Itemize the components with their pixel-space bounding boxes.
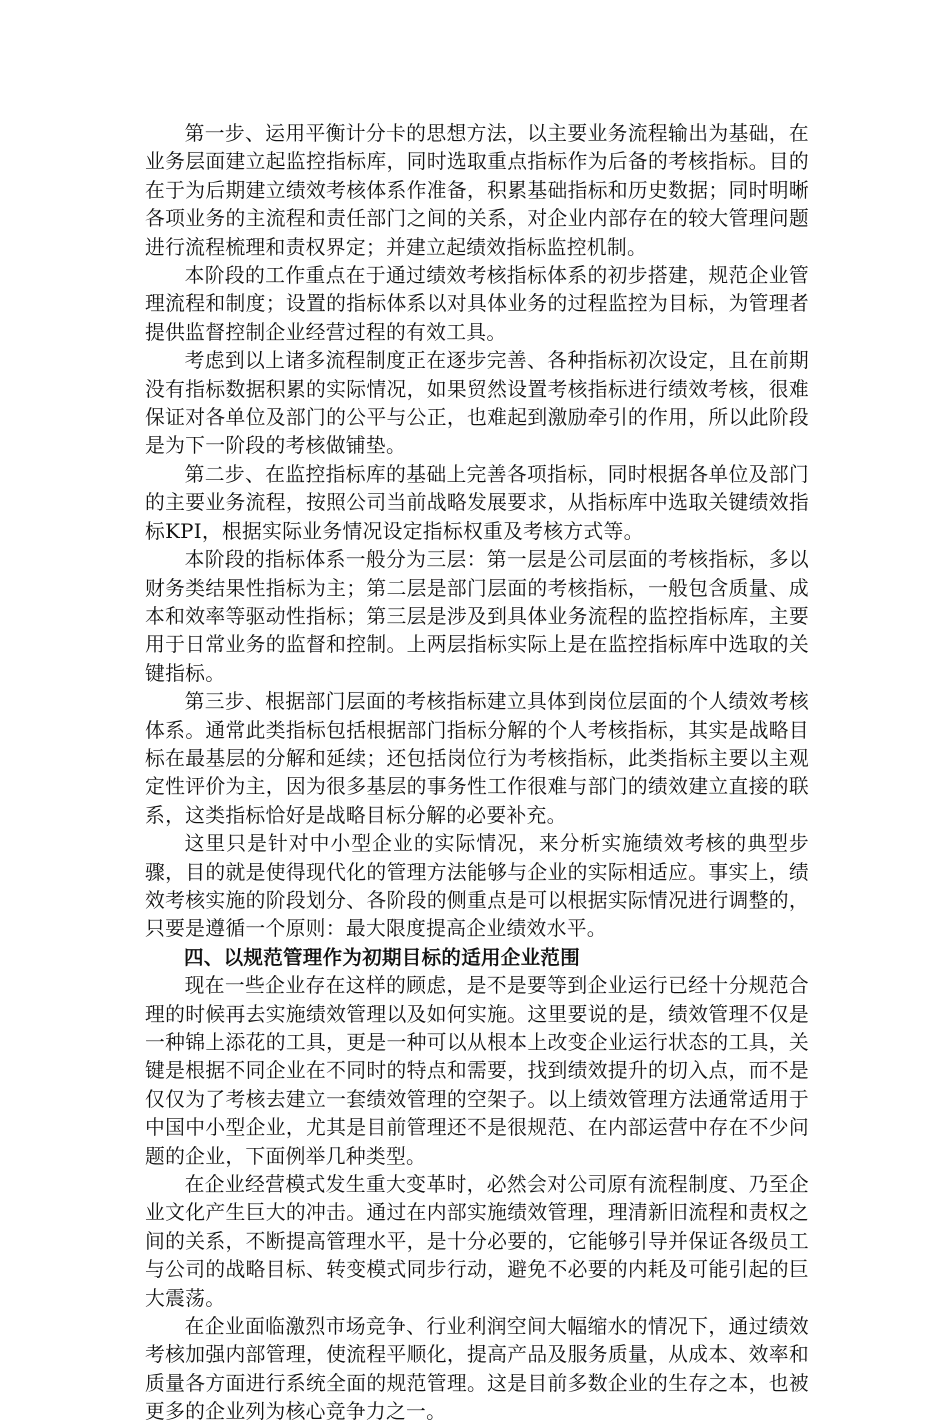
paragraph-indicator-layers: 本阶段的指标体系一般分为三层：第一层是公司层面的考核指标，多以财务类结果性指标为主；第二层是部门层面的考核指标，一般包含质量、成本和效率等驱动性指标；第三层是涉及到具体业务流程的监控指标库，主要用于日常业务的监督和控制。上两层指标实际上是在监控指标库中选取的关键指标。 — [145, 548, 809, 685]
section-heading: 四、以规范管理作为初期目标的适用企业范围 — [184, 945, 581, 969]
paragraph-summary: 这里只是针对中小型企业的实际情况，来分析实施绩效考核的典型步骤，目的就是使得现代化的管理方法能够与企业的实际相适应。事实上，绩效考核实施的阶段划分、各阶段的侧重点是可以根据实际情况进行调整的，只要是遵循一个原则：最大限度提高企业绩效水平。 — [145, 832, 809, 941]
paragraph-step-one: 第一步、运用平衡计分卡的思想方法，以主要业务流程输出为基础，在业务层面建立起监控指标库，同时选取重点指标作为后备的考核指标。目的在于为后期建立绩效考核体系作准备，积累基础指标和历史数据；同时明晰各项业务的主流程和责任部门之间的关系，对企业内部存在的较大管理问题进行流程梳理和责权界定；并建立起绩效指标监控机制。 — [145, 122, 809, 259]
paragraph-stage-focus: 本阶段的工作重点在于通过绩效考核指标体系的初步搭建，规范企业管理流程和制度；设置的指标体系以对具体业务的过程监控为目标，为管理者提供监督控制企业经营过程的有效工具。 — [145, 264, 809, 344]
paragraph-business-model-change: 在企业经营模式发生重大变革时，必然会对公司原有流程制度、乃至企业文化产生巨大的冲击。通过在内部实施绩效管理，理清新旧流程和责权之间的关系，不断提高管理水平，是十分必要的，它能够引导并保证各级员工与公司的战略目标、转变模式同步行动，避免不必要的内耗及可能引起的巨大震荡。 — [145, 1173, 809, 1310]
paragraph-considerations: 考虑到以上诸多流程制度正在逐步完善、各种指标初次设定，且在前期没有指标数据积累的实际情况，如果贸然设置考核指标进行绩效考核，很难保证对各单位及部门的公平与公正，也难起到激励牵引的作用，所以此阶段是为下一阶段的考核做铺垫。 — [145, 349, 809, 458]
document-body — [145, 120, 809, 1427]
paragraph-step-two: 第二步、在监控指标库的基础上完善各项指标，同时根据各单位及部门的主要业务流程，按照公司当前战略发展要求，从指标库中选取关键绩效指标KPI，根据实际业务情况设定指标权重及考核方式等。 — [145, 462, 809, 543]
paragraph-market-competition: 在企业面临激烈市场竞争、行业利润空间大幅缩水的情况下，通过绩效考核加强内部管理，使流程平顺化，提高产品及服务质量，从成本、效率和质量各方面进行系统全面的规范管理。这是目前多数企业的生存之本，也被更多的企业列为核心竞争力之一。 — [145, 1315, 809, 1424]
paragraph-step-three: 第三步、根据部门层面的考核指标建立具体到岗位层面的个人绩效考核体系。通常此类指标包括根据部门指标分解的个人考核指标，其实是战略目标在最基层的分解和延续；还包括岗位行为考核指标，此类指标主要以主观定性评价为主，因为很多基层的事务性工作很难与部门的绩效建立直接的联系，这类指标恰好是战略目标分解的必要补充。 — [145, 690, 809, 827]
paragraph-concerns: 现在一些企业存在这样的顾虑，是不是要等到企业运行已经十分规范合理的时候再去实施绩效管理以及如何实施。这里要说的是，绩效管理不仅是一种锦上添花的工具，更是一种可以从根本上改变企业运行状态的工具，关键是根据不同企业在不同时的特点和需要，找到绩效提升的切入点，而不是仅仅为了考核去建立一套绩效管理的空架子。以上绩效管理方法通常适用于中国中小型企业，尤其是目前管理还不是很规范、在内部运营中存在不少问题的企业，下面例举几种类型。 — [145, 974, 809, 1168]
